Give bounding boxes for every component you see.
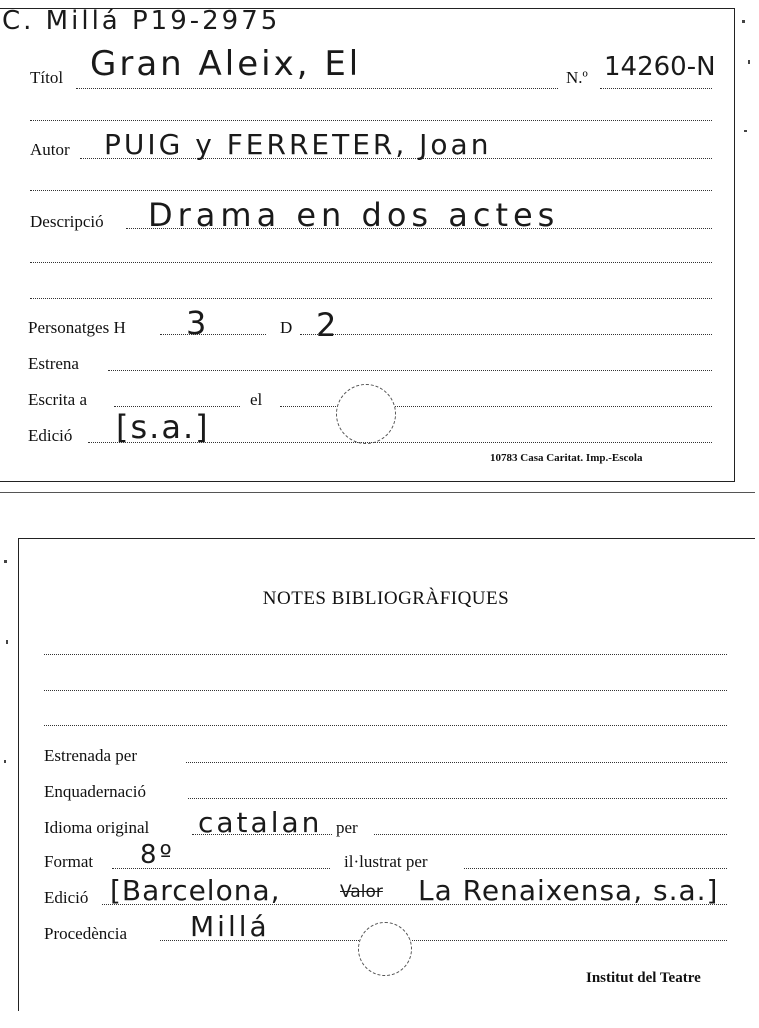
personatges-label: Personatges H bbox=[28, 318, 126, 337]
idioma-per-line bbox=[374, 834, 727, 835]
format-label: Format bbox=[44, 852, 94, 871]
escrita-line bbox=[114, 406, 240, 407]
printer-imprint: 10783 Casa Caritat. Imp.-Escola bbox=[490, 452, 643, 464]
estrenada-label: Estrenada per bbox=[44, 746, 137, 765]
num-value: 14260-N bbox=[604, 52, 716, 82]
descripcio-line-2 bbox=[30, 262, 712, 263]
descripcio-value: Drama en dos actes bbox=[148, 196, 560, 234]
el-label: el bbox=[250, 390, 263, 409]
titol-value: Gran Aleix, El bbox=[90, 44, 362, 84]
estrenada-line bbox=[186, 762, 727, 763]
titol-line bbox=[76, 88, 558, 89]
estrena-label: Estrena bbox=[28, 354, 79, 373]
idioma-value: catalan bbox=[198, 806, 323, 839]
procedencia-label: Procedència bbox=[44, 924, 128, 943]
separator-line bbox=[0, 492, 755, 493]
enquadernacio-line bbox=[188, 798, 727, 799]
scan-speck bbox=[4, 560, 7, 563]
format-value: 8º bbox=[140, 840, 175, 870]
edicio-label: Edició bbox=[28, 426, 73, 445]
personatges-h-line bbox=[160, 334, 266, 335]
handwritten-catalog-note: C. Millá P19-2975 bbox=[2, 6, 281, 36]
procedencia-value: Millá bbox=[190, 910, 270, 943]
autor-label: Autor bbox=[30, 140, 70, 159]
num-line bbox=[600, 88, 712, 89]
personatges-h-value: 3 bbox=[186, 304, 210, 342]
autor-value: PUIG y FERRETER, Joan bbox=[104, 128, 492, 161]
enquadernacio-label: Enquadernació bbox=[44, 782, 146, 801]
titol-label: Títol bbox=[30, 68, 64, 87]
notes-line-2 bbox=[44, 690, 727, 691]
punch-hole-2 bbox=[358, 922, 412, 976]
edicio2-label: Edició bbox=[44, 888, 89, 907]
edicio2-value-part2: La Renaixensa, s.a.] bbox=[418, 874, 719, 907]
edicio2-value-part1: [Barcelona, bbox=[110, 874, 281, 907]
scan-speck bbox=[742, 20, 745, 23]
edicio2-struck-word: Valor bbox=[340, 882, 383, 902]
illustrat-label: il·lustrat per bbox=[344, 852, 428, 871]
num-label: N.º bbox=[566, 68, 588, 87]
scan-speck bbox=[4, 760, 6, 763]
personatges-d-label: D bbox=[280, 318, 293, 337]
idioma-label: Idioma original bbox=[44, 818, 150, 837]
institut-footer: Institut del Teatre bbox=[586, 970, 701, 986]
illustrat-line bbox=[464, 868, 727, 869]
idioma-per-label: per bbox=[336, 818, 358, 837]
scan-speck bbox=[748, 60, 750, 64]
punch-hole bbox=[336, 384, 396, 444]
titol-continuation-line bbox=[30, 120, 712, 121]
descripcio-label: Descripció bbox=[30, 212, 104, 231]
edicio-value: [s.a.] bbox=[116, 408, 210, 446]
scan-speck bbox=[744, 130, 747, 132]
notes-heading: NOTES BIBLIOGRÀFIQUES bbox=[262, 588, 510, 609]
escrita-label: Escrita a bbox=[28, 390, 87, 409]
descripcio-line-3 bbox=[30, 298, 712, 299]
estrena-line bbox=[108, 370, 712, 371]
scan-speck bbox=[6, 640, 8, 644]
personatges-d-line bbox=[300, 334, 712, 335]
notes-line-1 bbox=[44, 654, 727, 655]
notes-line-3 bbox=[44, 725, 727, 726]
autor-continuation-line bbox=[30, 190, 712, 191]
personatges-d-value: 2 bbox=[316, 306, 340, 344]
